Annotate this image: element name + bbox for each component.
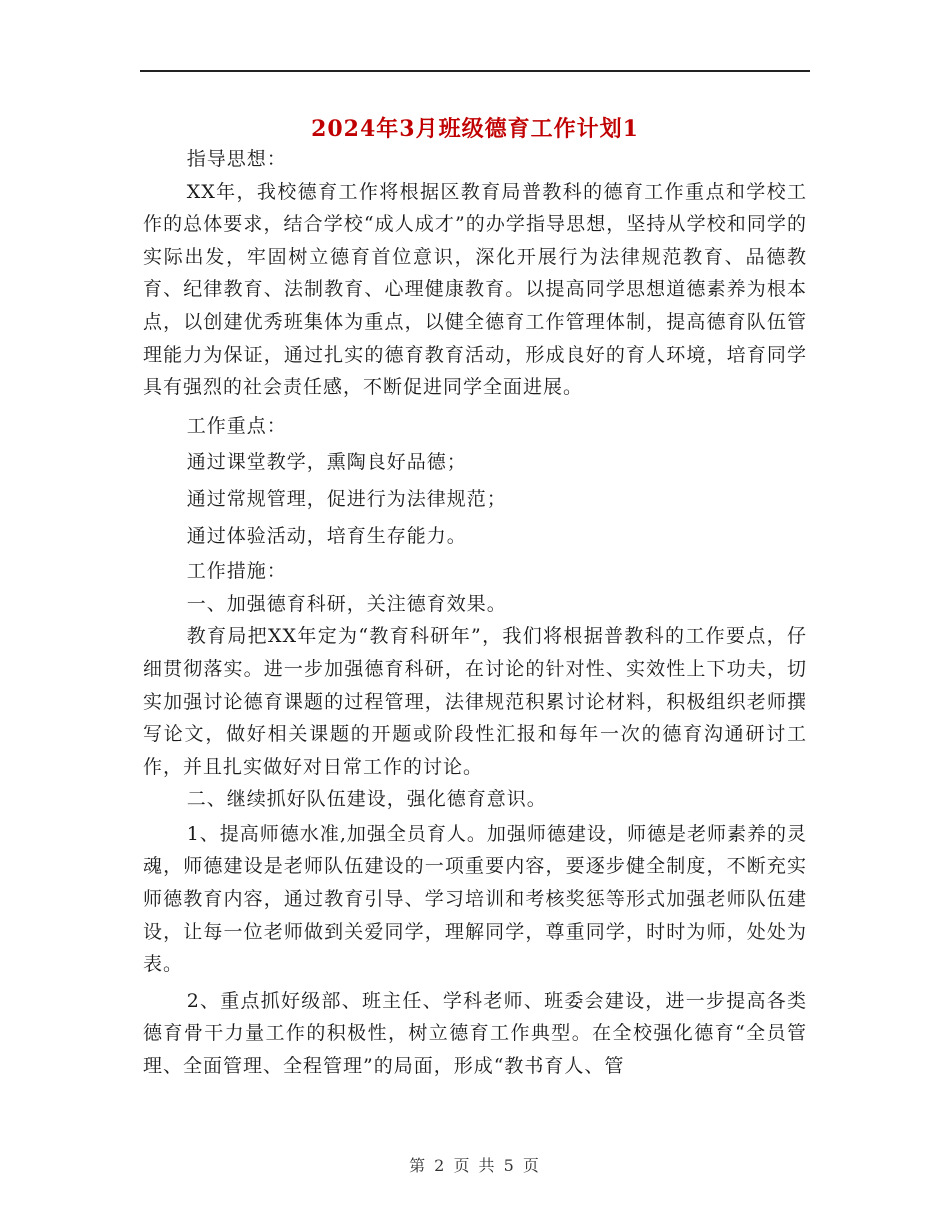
paragraph-section-2-item-2: 2、重点抓好级部、班主任、学科老师、班委会建设，进一步提高各类德育骨干力量工作的积极性，树立德育工作典型。在全校强化德育“全员管理、全面管理、全程管理”的局面，形成“教书育人、管 — [143, 989, 807, 1078]
paragraph-focus-item-2: 通过常规管理，促进行为法律规范； — [186, 487, 507, 510]
paragraph-section-2-heading: 二、继续抓好队伍建设，强化德育意识。 — [186, 788, 547, 811]
paragraph-section-1-text: 教育局把XX年定为“教育科研年”，我们将根据普教科的工作要点，仔细贯彻落实。进一步加强德育科研，在讨论的针对性、实效性上下功夫，切实加强讨论德育课题的过程管理，法律规范积累讨论材料，积极组织老师撰写论文，做好相关课题的开题或阶段性汇报和每年一次的德育沟通研讨工作，并且扎实做好对日常工作的讨论。 — [143, 625, 807, 778]
page-number-footer: 第 2 页 共 5 页 — [409, 1156, 541, 1175]
paragraph-section-2-item-1: 1、提高师德水准,加强全员育人。加强师德建设，师德是老师素养的灵魂，师德建设是老师队伍建设的一项重要内容，要逐步健全制度，不断充实师德教育内容，通过教育引导、学习培训和考核奖惩等形式加强老师队伍建设，让每一位老师做到关爱同学，理解同学，尊重同学，时时为师，处处为表。 — [143, 822, 807, 976]
document-title: 2024年3月班级德育工作计划1 — [311, 116, 639, 142]
header-rule — [140, 70, 810, 72]
paragraph-focus-item-3: 通过体验活动，培育生存能力。 — [186, 524, 467, 547]
document-body — [143, 143, 807, 1083]
paragraph-section-1-heading: 一、加强德育科研，关注德育效果。 — [186, 592, 507, 615]
paragraph-guiding-text: XX年，我校德育工作将根据区教育局普教科的德育工作重点和学校工作的总体要求，结合学校“成人成才”的办学指导思想，坚持从学校和同学的实际出发，牢固树立德育首位意识，深化开展行为法律规范教育、品德教育、纪律教育、法制教育、心理健康教育。以提高同学思想道德素养为根本点，以创建优秀班集体为重点，以健全德育工作管理体制，提高德育队伍管理能力为保证，通过扎实的德育教育活动，形成良好的育人环境，培育同学具有强烈的社会责任感，不断促进同学全面进展。 — [143, 180, 807, 399]
paragraph-guiding-heading: 指导思想： — [186, 148, 287, 170]
paragraph-focus-heading: 工作重点： — [186, 414, 287, 437]
paragraph-measures-heading: 工作措施： — [186, 560, 287, 583]
paragraph-focus-item-1: 通过课堂教学，熏陶良好品德； — [186, 451, 467, 474]
